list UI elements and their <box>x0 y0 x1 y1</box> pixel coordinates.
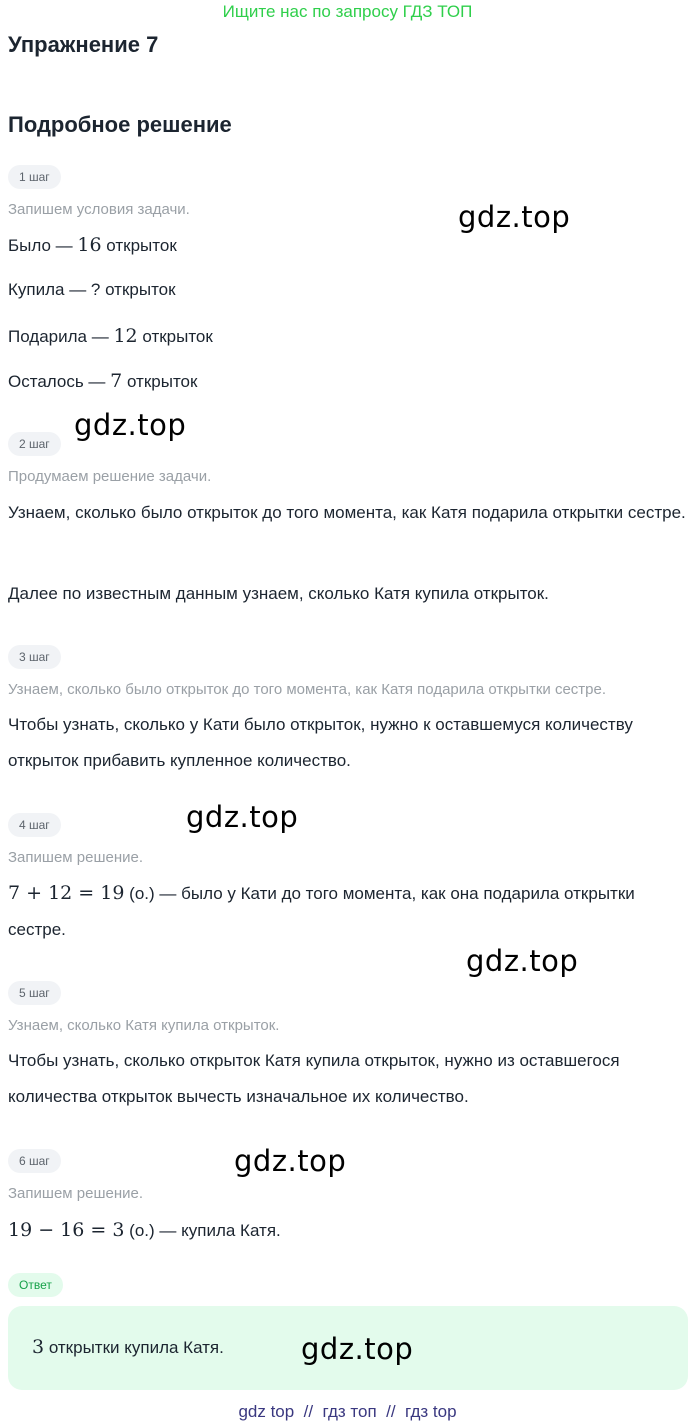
watermark: gdz.top <box>234 1144 347 1178</box>
search-banner[interactable]: Ищите нас по запросу ГДЗ ТОП <box>222 2 473 21</box>
step-1-hint: Запишем условия задачи. <box>8 201 190 218</box>
step-6-line: 19 − 16 = 3 (о.) — купила Катя. <box>8 1219 281 1241</box>
step-3-badge: 3 шаг <box>8 645 61 669</box>
answer-text: 3 открытки купила Катя. <box>32 1336 224 1358</box>
math-number: 16 <box>77 234 102 256</box>
step-2-hint: Продумаем решение задачи. <box>8 468 212 485</box>
answer-badge: Ответ <box>8 1273 63 1297</box>
watermark: gdz.top <box>186 800 299 834</box>
step-3-paragraph: Чтобы узнать, сколько у Кати было открыток, нужно к оставшемуся количеству открыток прибавить купленное количество. <box>8 715 633 770</box>
step-4-paragraph: 7 + 12 = 19 (о.) — было у Кати до того момента, как она подарила открытки сестре. <box>8 882 635 939</box>
step-2-badge: 2 шаг <box>8 432 61 456</box>
math-number: 12 <box>113 325 138 347</box>
math-number: 7 <box>110 370 123 392</box>
footer-links[interactable]: gdz top // гдз топ // гдз top <box>238 1402 457 1421</box>
step-4-formula: 7 + 12 = 19 <box>8 882 125 904</box>
step-2-paragraph-1: Узнаем, сколько было открыток до того момента, как Катя подарила открытки сестре. <box>8 503 686 522</box>
step-6-badge: 6 шаг <box>8 1149 61 1173</box>
step-6-hint: Запишем решение. <box>8 1185 143 1202</box>
step-1-line-3: Подарила — 12 открыток <box>8 325 213 347</box>
step-3-hint: Узнаем, сколько было открыток до того момента, как Катя подарила открытки сестре. <box>8 681 607 698</box>
step-2-paragraph-2: Далее по известным данным узнаем, сколько Катя купила открыток. <box>8 584 549 603</box>
page-title: Упражнение 7 <box>8 32 159 57</box>
step-1-badge: 1 шаг <box>8 165 61 189</box>
watermark: gdz.top <box>74 408 187 442</box>
math-number: 3 <box>32 1336 45 1358</box>
watermark: gdz.top <box>301 1332 414 1366</box>
watermark: gdz.top <box>458 200 571 234</box>
step-5-hint: Узнаем, сколько Катя купила открыток. <box>8 1017 280 1034</box>
step-4-hint: Запишем решение. <box>8 849 143 866</box>
watermark: gdz.top <box>466 944 579 978</box>
section-title: Подробное решение <box>8 112 232 137</box>
step-1-line-4: Осталось — 7 открыток <box>8 370 198 392</box>
step-1-line-1: Было — 16 открыток <box>8 234 177 256</box>
step-4-badge: 4 шаг <box>8 813 61 837</box>
step-1-line-2: Купила — ? открыток <box>8 280 176 299</box>
step-5-badge: 5 шаг <box>8 981 61 1005</box>
step-5-paragraph: Чтобы узнать, сколько открыток Катя купила открыток, нужно из оставшегося количества открыток вычесть изначальное их количество. <box>8 1051 620 1106</box>
step-6-formula: 19 − 16 = 3 <box>8 1219 125 1241</box>
